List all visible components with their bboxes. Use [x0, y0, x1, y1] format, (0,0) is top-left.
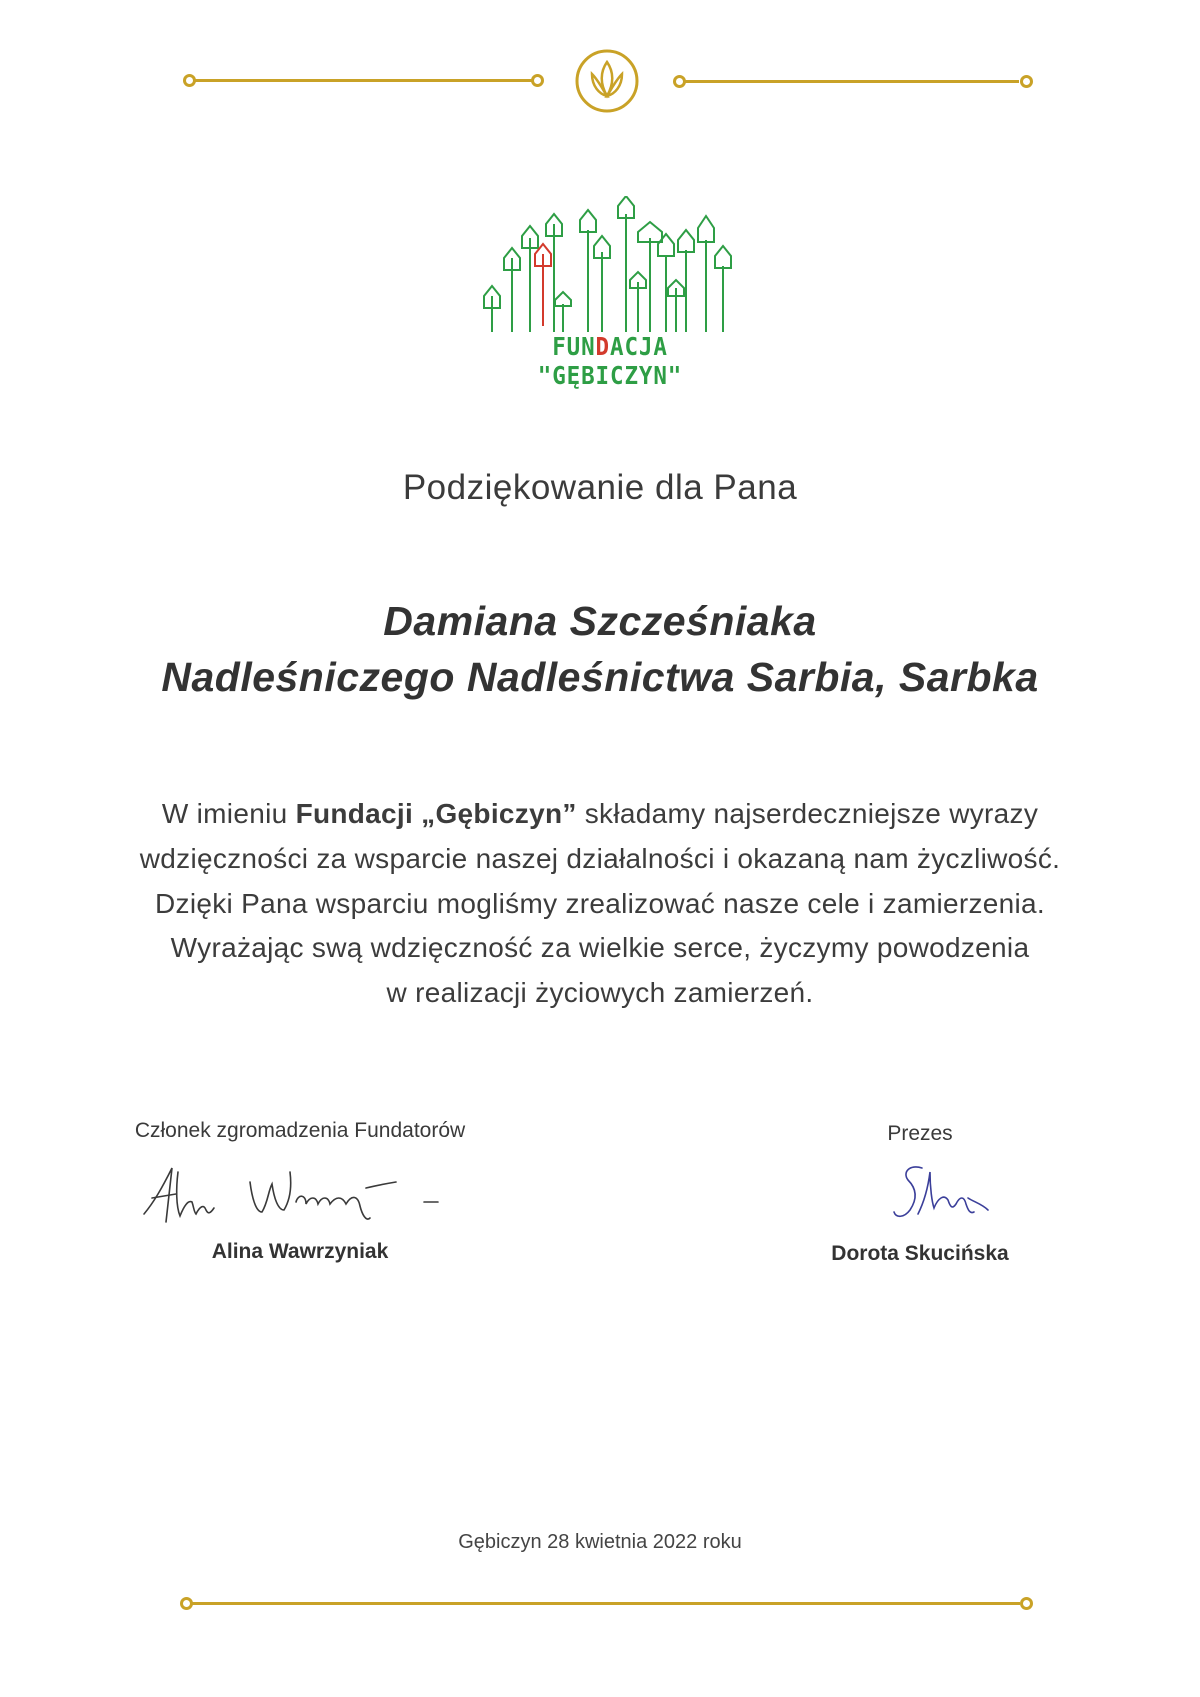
handwritten-signature-icon: [888, 1158, 998, 1228]
document-date: Gębiczyn 28 kwietnia 2022 roku: [458, 1531, 742, 1553]
handwritten-signature-icon: [140, 1158, 450, 1228]
page-title: Podziękowanie dla Pana: [402, 468, 798, 507]
golden-leaf-emblem-icon: [574, 48, 640, 114]
body-text: W imieniu: [161, 798, 296, 829]
body-paragraph-line: wdzięczności za wsparcie naszej działalności i okazaną nam życzliwość.: [139, 843, 1061, 874]
body-paragraph-line: [0, 798, 1200, 830]
logo-wordmark: FUNDACJA "GĘBICZYN": [537, 332, 683, 390]
signer-role-left: Członek zgromadzenia Fundatorów: [134, 1119, 466, 1142]
ornament-line: [192, 1602, 1020, 1605]
body-paragraph-line: Dzięki Pana wsparciu mogliśmy zrealizować nasze cele i zamierzenia.: [155, 888, 1045, 919]
ornament-ring: [1020, 75, 1033, 88]
signer-role-right: Prezes: [887, 1122, 953, 1145]
signer-name-left: Alina Wawrzyniak: [211, 1240, 389, 1263]
birdhouses-logo-icon: [480, 196, 740, 336]
ornament-ring: [531, 74, 544, 87]
body-paragraph-line: w realizacji życiowych zamierzeń.: [386, 977, 814, 1008]
signer-name-right: Dorota Skucińska: [831, 1242, 1009, 1265]
ornament-line-right: [685, 80, 1019, 83]
foundation-logo: [480, 196, 740, 390]
body-paragraph-line: Wyrażając swą wdzięczność za wielkie serce, życzymy powodzenia: [170, 932, 1030, 963]
foundation-name: Fundacji „Gębiczyn”: [295, 798, 577, 829]
recipient-name: Damiana Szcześniaka: [383, 598, 817, 644]
ornament-ring: [1020, 1597, 1033, 1610]
ornament-line-left: [195, 79, 533, 82]
body-text: składamy najserdeczniejsze wyrazy: [576, 798, 1039, 829]
recipient-title: Nadleśniczego Nadleśnictwa Sarbia, Sarbka: [161, 654, 1039, 700]
